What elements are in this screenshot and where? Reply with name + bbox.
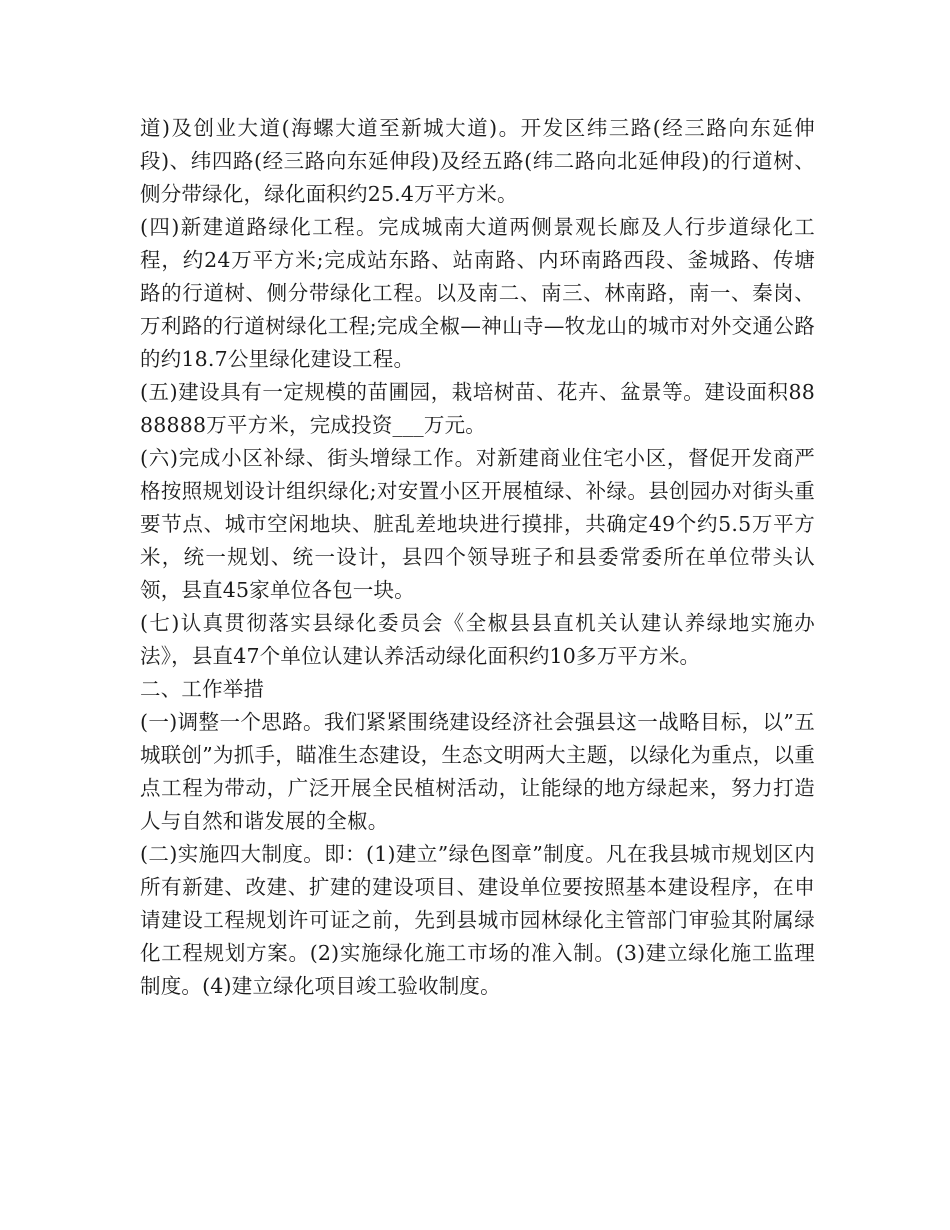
document-page [140,112,815,1003]
paragraph-adoption-scheme: (七)认真贯彻落实县绿化委员会《全椒县县直机关认建认养绿地实施办法》，县直47个单位认建认养活动绿化面积约10多万平方米。 [140,611,815,668]
paragraph-nursery: (五)建设具有一定规模的苗圃园，栽培树苗、花卉、盆景等。建设面积8888888万平方米，完成投资___万元。 [140,380,815,437]
paragraph-community-greening: (六)完成小区补绿、街头增绿工作。对新建商业住宅小区，督促开发商严格按照规划设计组织绿化;对安置小区开展植绿、补绿。县创园办对街头重要节点、城市空闲地块、脏乱差地块进行摸排，共确定49个约5.5万平方米，统一规划、统一设计，县四个领导班子和县委常委所在单位带头认领，县直45家单位各包一块。 [140,446,815,602]
paragraph-road-greening-continued: 道)及创业大道(海螺大道至新城大道)。开发区纬三路(经三路向东延伸段)、纬四路(经三路向东延伸段)及经五路(纬二路向北延伸段)的行道树、侧分带绿化，绿化面积约25.4万平方米。 [140,116,815,206]
paragraph-new-road-greening: (四)新建道路绿化工程。完成城南大道两侧景观长廊及人行步道绿化工程，约24万平方米;完成站东路、站南路、内环南路西段、釜城路、传塘路的行道树、侧分带绿化工程。以及南二、南三、林南路，南一、秦岗、万利路的行道树绿化工程;完成全椒—神山寺—牧龙山的城市对外交通公路的约18.7公里绿化建设工程。 [140,215,815,371]
section-heading-measures: 二、工作举措 [140,677,265,701]
paragraph-adjust-thinking: (一)调整一个思路。我们紧紧围绕建设经济社会强县这一战略目标，以”五城联创”为抓手，瞄准生态建设，生态文明两大主题，以绿化为重点，以重点工程为带动，广泛开展全民植树活动，让能绿的地方绿起来，努力打造人与自然和谐发展的全椒。 [140,710,815,833]
paragraph-four-systems: (二)实施四大制度。即：(1)建立”绿色图章”制度。凡在我县城市规划区内所有新建、改建、扩建的建设项目、建设单位要按照基本建设程序，在申请建设工程规划许可证之前，先到县城市园林绿化主管部门审验其附属绿化工程规划方案。(2)实施绿化施工市场的准入制。(3)建立绿化施工监理制度。(4)建立绿化项目竣工验收制度。 [140,842,815,998]
